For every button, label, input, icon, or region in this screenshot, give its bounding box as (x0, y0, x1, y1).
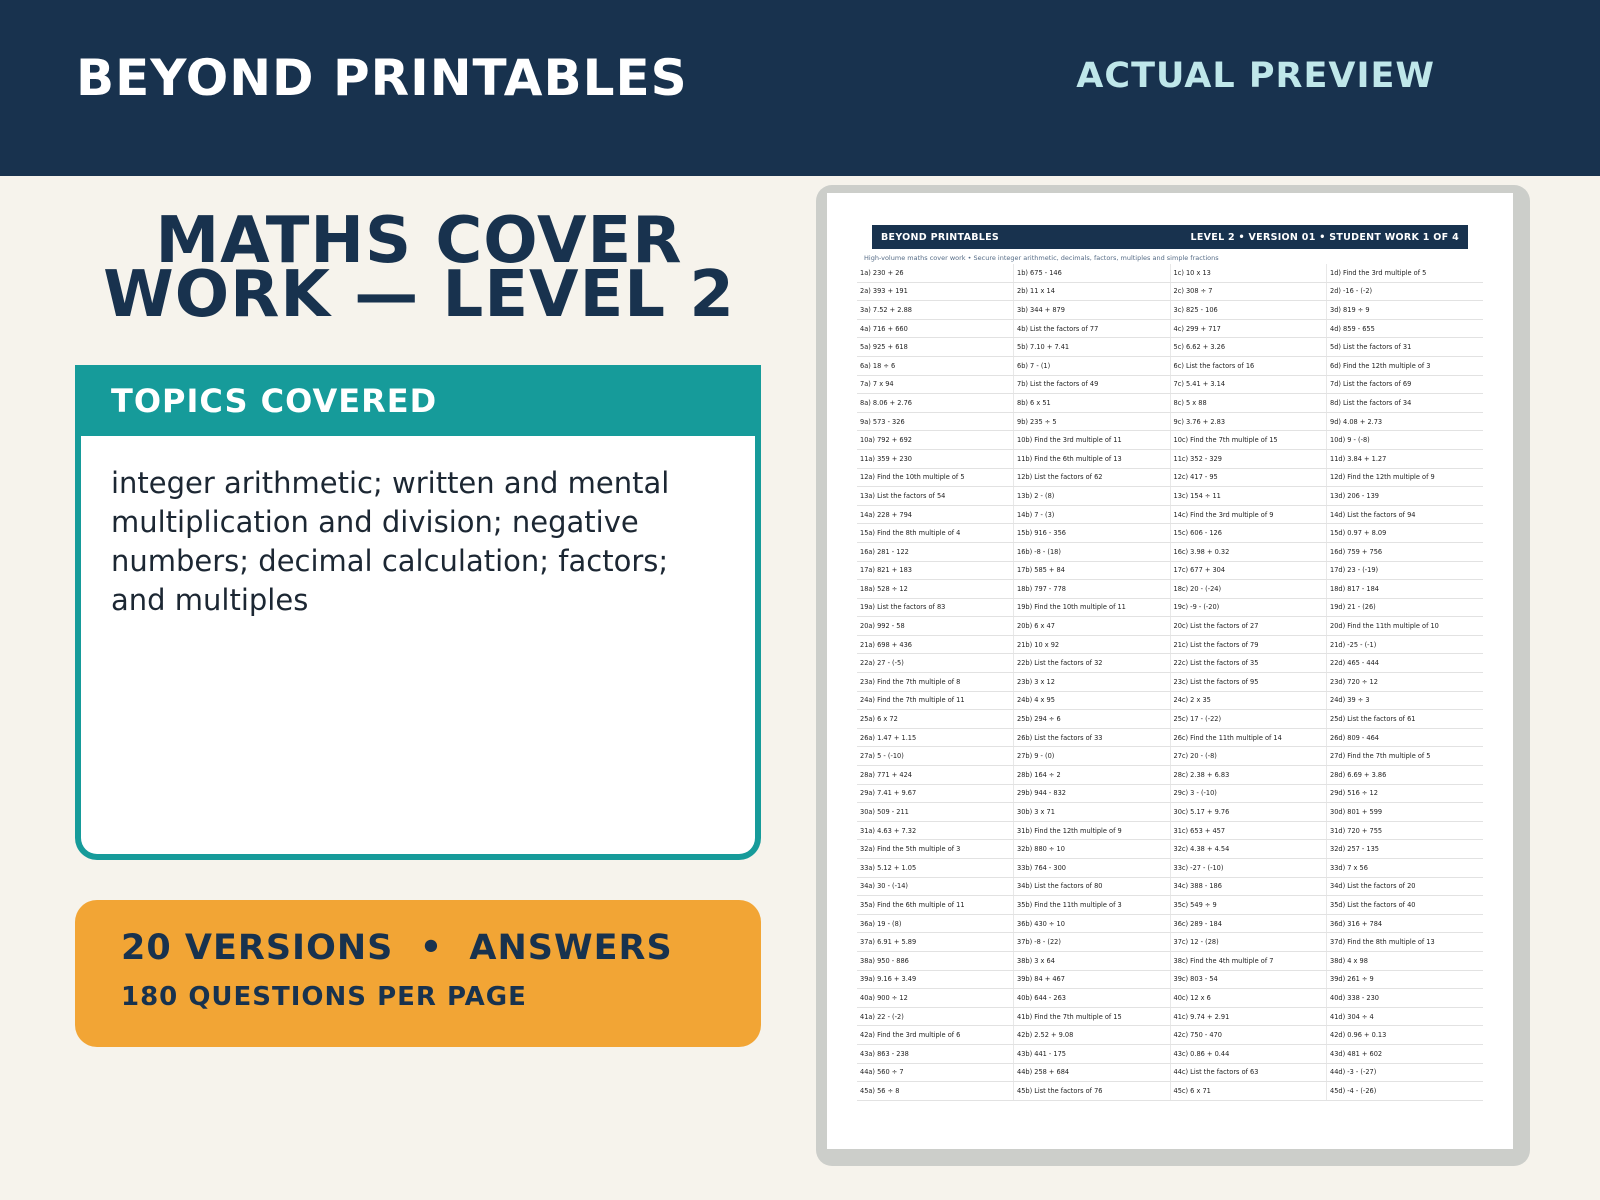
table-row (857, 301, 1483, 320)
question-cell: 13c) 154 ÷ 11 (1170, 487, 1327, 506)
table-row (857, 784, 1483, 803)
question-cell: 17a) 821 + 183 (857, 561, 1014, 580)
question-cell: 7a) 7 x 94 (857, 375, 1014, 394)
question-cell: 23a) Find the 7th multiple of 8 (857, 673, 1014, 692)
question-cell: 3a) 7.52 + 2.88 (857, 301, 1014, 320)
question-cell: 17d) 23 - (-19) (1327, 561, 1484, 580)
question-cell: 18d) 817 - 184 (1327, 580, 1484, 599)
question-cell: 27b) 9 - (0) (1014, 747, 1171, 766)
question-cell: 31d) 720 + 755 (1327, 821, 1484, 840)
question-cell: 43a) 863 - 238 (857, 1044, 1014, 1063)
question-cell: 34a) 30 - (-14) (857, 877, 1014, 896)
question-cell: 27c) 20 - (-8) (1170, 747, 1327, 766)
question-cell: 42c) 750 - 470 (1170, 1026, 1327, 1045)
question-cell: 5c) 6.62 + 3.26 (1170, 338, 1327, 357)
question-cell: 43b) 441 - 175 (1014, 1044, 1171, 1063)
question-cell: 8a) 8.06 + 2.76 (857, 394, 1014, 413)
question-cell: 1d) Find the 3rd multiple of 5 (1327, 264, 1484, 282)
question-cell: 17b) 585 + 84 (1014, 561, 1171, 580)
question-cell: 26c) Find the 11th multiple of 14 (1170, 728, 1327, 747)
question-cell: 5a) 925 + 618 (857, 338, 1014, 357)
question-cell: 1b) 675 - 146 (1014, 264, 1171, 282)
question-cell: 33c) -27 - (-10) (1170, 859, 1327, 878)
question-cell: 14d) List the factors of 94 (1327, 505, 1484, 524)
question-cell: 42b) 2.52 + 9.08 (1014, 1026, 1171, 1045)
question-cell: 28d) 6.69 + 3.86 (1327, 766, 1484, 785)
question-cell: 40d) 338 - 230 (1327, 989, 1484, 1008)
worksheet-subtitle: High-volume maths cover work • Secure integer arithmetic, decimals, factors, multiples and simple fractions (864, 254, 1219, 262)
table-row (857, 1082, 1483, 1101)
table-row (857, 580, 1483, 599)
question-cell: 32d) 257 - 135 (1327, 840, 1484, 859)
question-cell: 15c) 606 - 126 (1170, 524, 1327, 543)
question-cell: 13d) 206 - 139 (1327, 487, 1484, 506)
question-cell: 16d) 759 + 756 (1327, 542, 1484, 561)
question-cell: 26d) 809 - 464 (1327, 728, 1484, 747)
question-cell: 40a) 900 ÷ 12 (857, 989, 1014, 1008)
question-cell: 9b) 235 ÷ 5 (1014, 412, 1171, 431)
question-cell: 19a) List the factors of 83 (857, 598, 1014, 617)
page-title: MATHS COVER WORK — LEVEL 2 (103, 204, 735, 332)
question-cell: 19b) Find the 10th multiple of 11 (1014, 598, 1171, 617)
table-row (857, 617, 1483, 636)
question-cell: 31b) Find the 12th multiple of 9 (1014, 821, 1171, 840)
question-cell: 4d) 859 - 655 (1327, 319, 1484, 338)
table-row (857, 803, 1483, 822)
question-cell: 16b) -8 - (18) (1014, 542, 1171, 561)
question-cell: 41c) 9.74 + 2.91 (1170, 1007, 1327, 1026)
question-cell: 40c) 12 x 6 (1170, 989, 1327, 1008)
table-row (857, 914, 1483, 933)
question-cell: 33d) 7 x 56 (1327, 859, 1484, 878)
question-cell: 11c) 352 - 329 (1170, 449, 1327, 468)
question-cell: 39c) 803 - 54 (1170, 970, 1327, 989)
question-cell: 23b) 3 x 12 (1014, 673, 1171, 692)
question-cell: 25c) 17 - (-22) (1170, 710, 1327, 729)
question-cell: 11a) 359 + 230 (857, 449, 1014, 468)
question-cell: 38b) 3 x 64 (1014, 951, 1171, 970)
question-cell: 37d) Find the 8th multiple of 13 (1327, 933, 1484, 952)
question-cell: 27a) 5 - (-10) (857, 747, 1014, 766)
table-row (857, 859, 1483, 878)
question-cell: 27d) Find the 7th multiple of 5 (1327, 747, 1484, 766)
question-cell: 35d) List the factors of 40 (1327, 896, 1484, 915)
table-row (857, 282, 1483, 301)
question-cell: 16a) 281 - 122 (857, 542, 1014, 561)
question-cell: 19c) -9 - (-20) (1170, 598, 1327, 617)
question-cell: 17c) 677 + 304 (1170, 561, 1327, 580)
table-row (857, 561, 1483, 580)
table-row (857, 728, 1483, 747)
question-cell: 7c) 5.41 + 3.14 (1170, 375, 1327, 394)
table-row (857, 933, 1483, 952)
worksheet-brand: BEYOND PRINTABLES (881, 231, 1000, 243)
question-cell: 35a) Find the 6th multiple of 11 (857, 896, 1014, 915)
table-row (857, 338, 1483, 357)
question-cell: 41a) 22 - (-2) (857, 1007, 1014, 1026)
question-cell: 4c) 299 + 717 (1170, 319, 1327, 338)
question-cell: 21d) -25 - (-1) (1327, 635, 1484, 654)
question-cell: 30a) 509 - 211 (857, 803, 1014, 822)
table-row (857, 412, 1483, 431)
question-cell: 6b) 7 - (1) (1014, 356, 1171, 375)
question-cell: 29c) 3 - (-10) (1170, 784, 1327, 803)
question-cell: 3b) 344 + 879 (1014, 301, 1171, 320)
question-cell: 10a) 792 + 692 (857, 431, 1014, 450)
question-cell: 22d) 465 - 444 (1327, 654, 1484, 673)
topics-heading: TOPICS COVERED (75, 365, 761, 436)
table-row (857, 319, 1483, 338)
question-cell: 20c) List the factors of 27 (1170, 617, 1327, 636)
question-cell: 21b) 10 x 92 (1014, 635, 1171, 654)
question-cell: 18b) 797 - 778 (1014, 580, 1171, 599)
table-row (857, 542, 1483, 561)
table-row (857, 710, 1483, 729)
question-cell: 28b) 164 ÷ 2 (1014, 766, 1171, 785)
question-cell: 13a) List the factors of 54 (857, 487, 1014, 506)
question-cell: 38a) 950 - 886 (857, 951, 1014, 970)
table-row (857, 1007, 1483, 1026)
question-cell: 20b) 6 x 47 (1014, 617, 1171, 636)
question-cell: 43c) 0.86 + 0.44 (1170, 1044, 1327, 1063)
question-cell: 42a) Find the 3rd multiple of 6 (857, 1026, 1014, 1045)
question-table (857, 264, 1483, 1101)
question-cell: 23c) List the factors of 95 (1170, 673, 1327, 692)
question-cell: 34d) List the factors of 20 (1327, 877, 1484, 896)
question-cell: 7b) List the factors of 49 (1014, 375, 1171, 394)
question-cell: 9a) 573 - 326 (857, 412, 1014, 431)
question-cell: 25d) List the factors of 61 (1327, 710, 1484, 729)
question-cell: 13b) 2 - (8) (1014, 487, 1171, 506)
question-cell: 29b) 944 - 832 (1014, 784, 1171, 803)
question-cell: 45b) List the factors of 76 (1014, 1082, 1171, 1101)
table-row (857, 264, 1483, 282)
question-cell: 41b) Find the 7th multiple of 15 (1014, 1007, 1171, 1026)
question-cell: 3c) 825 - 106 (1170, 301, 1327, 320)
question-cell: 44d) -3 - (-27) (1327, 1063, 1484, 1082)
question-cell: 34b) List the factors of 80 (1014, 877, 1171, 896)
question-cell: 12c) 417 - 95 (1170, 468, 1327, 487)
question-cell: 26b) List the factors of 33 (1014, 728, 1171, 747)
question-cell: 41d) 304 ÷ 4 (1327, 1007, 1484, 1026)
question-cell: 37b) -8 - (22) (1014, 933, 1171, 952)
question-cell: 26a) 1.47 + 1.15 (857, 728, 1014, 747)
question-cell: 36a) 19 - (8) (857, 914, 1014, 933)
versions-badge (75, 900, 761, 1047)
question-cell: 36d) 316 + 784 (1327, 914, 1484, 933)
table-row (857, 468, 1483, 487)
question-cell: 14b) 7 - (3) (1014, 505, 1171, 524)
question-cell: 40b) 644 - 263 (1014, 989, 1171, 1008)
question-cell: 45d) -4 - (-26) (1327, 1082, 1484, 1101)
question-cell: 42d) 0.96 + 0.13 (1327, 1026, 1484, 1045)
question-cell: 30b) 3 x 71 (1014, 803, 1171, 822)
topics-description: integer arithmetic; written and mental multiplication and division; negative numbers; decimal calculation; factors; and multiples (111, 466, 670, 617)
question-cell: 33b) 764 - 300 (1014, 859, 1171, 878)
question-cell: 34c) 388 - 186 (1170, 877, 1327, 896)
table-row (857, 487, 1483, 506)
question-cell: 4b) List the factors of 77 (1014, 319, 1171, 338)
question-cell: 24a) Find the 7th multiple of 11 (857, 691, 1014, 710)
brand-title: BEYOND PRINTABLES (76, 49, 688, 107)
questions-per-page-label: 180 QUESTIONS PER PAGE (121, 982, 527, 1012)
question-cell: 15d) 0.97 + 8.09 (1327, 524, 1484, 543)
table-row (857, 505, 1483, 524)
question-cell: 29a) 7.41 + 9.67 (857, 784, 1014, 803)
question-cell: 11b) Find the 6th multiple of 13 (1014, 449, 1171, 468)
question-cell: 29d) 516 ÷ 12 (1327, 784, 1484, 803)
table-row (857, 1044, 1483, 1063)
topics-card (75, 365, 761, 860)
question-cell: 20d) Find the 11th multiple of 10 (1327, 617, 1484, 636)
top-banner (0, 0, 1600, 176)
table-row (857, 431, 1483, 450)
question-cell: 12d) Find the 12th multiple of 9 (1327, 468, 1484, 487)
question-cell: 32a) Find the 5th multiple of 3 (857, 840, 1014, 859)
question-cell: 35b) Find the 11th multiple of 3 (1014, 896, 1171, 915)
question-cell: 21a) 698 + 436 (857, 635, 1014, 654)
question-cell: 10c) Find the 7th multiple of 15 (1170, 431, 1327, 450)
actual-preview-label: ACTUAL PREVIEW (1076, 56, 1435, 96)
table-row (857, 951, 1483, 970)
question-cell: 25a) 6 x 72 (857, 710, 1014, 729)
question-cell: 33a) 5.12 + 1.05 (857, 859, 1014, 878)
versions-answers-label: 20 VERSIONS • ANSWERS (121, 928, 673, 968)
table-row (857, 1063, 1483, 1082)
question-cell: 7d) List the factors of 69 (1327, 375, 1484, 394)
question-cell: 3d) 819 ÷ 9 (1327, 301, 1484, 320)
question-cell: 2d) -16 - (-2) (1327, 282, 1484, 301)
question-cell: 30d) 801 + 599 (1327, 803, 1484, 822)
question-cell: 12a) Find the 10th multiple of 5 (857, 468, 1014, 487)
table-row (857, 766, 1483, 785)
question-cell: 43d) 481 + 602 (1327, 1044, 1484, 1063)
table-row (857, 747, 1483, 766)
question-cell: 24d) 39 ÷ 3 (1327, 691, 1484, 710)
question-cell: 21c) List the factors of 79 (1170, 635, 1327, 654)
question-cell: 37c) 12 - (28) (1170, 933, 1327, 952)
worksheet-meta: LEVEL 2 • VERSION 01 • STUDENT WORK 1 OF 4 (1190, 231, 1459, 243)
question-cell: 8b) 6 x 51 (1014, 394, 1171, 413)
question-cell: 38c) Find the 4th multiple of 7 (1170, 951, 1327, 970)
question-cell: 25b) 294 ÷ 6 (1014, 710, 1171, 729)
question-cell: 35c) 549 ÷ 9 (1170, 896, 1327, 915)
question-cell: 24c) 2 x 35 (1170, 691, 1327, 710)
question-cell: 22a) 27 - (-5) (857, 654, 1014, 673)
question-cell: 36c) 289 - 184 (1170, 914, 1327, 933)
question-cell: 30c) 5.17 + 9.76 (1170, 803, 1327, 822)
question-cell: 37a) 6.91 + 5.89 (857, 933, 1014, 952)
question-cell: 6d) Find the 12th multiple of 3 (1327, 356, 1484, 375)
question-cell: 9c) 3.76 + 2.83 (1170, 412, 1327, 431)
question-cell: 44a) 560 ÷ 7 (857, 1063, 1014, 1082)
question-cell: 10b) Find the 3rd multiple of 11 (1014, 431, 1171, 450)
question-cell: 44b) 258 + 684 (1014, 1063, 1171, 1082)
question-cell: 6a) 18 ÷ 6 (857, 356, 1014, 375)
question-cell: 39d) 261 ÷ 9 (1327, 970, 1484, 989)
question-cell: 38d) 4 x 98 (1327, 951, 1484, 970)
question-cell: 32b) 880 ÷ 10 (1014, 840, 1171, 859)
question-cell: 39a) 9.16 + 3.49 (857, 970, 1014, 989)
question-cell: 6c) List the factors of 16 (1170, 356, 1327, 375)
question-cell: 10d) 9 - (-8) (1327, 431, 1484, 450)
question-cell: 1a) 230 + 26 (857, 264, 1014, 282)
question-cell: 22c) List the factors of 35 (1170, 654, 1327, 673)
question-cell: 36b) 430 ÷ 10 (1014, 914, 1171, 933)
table-row (857, 840, 1483, 859)
question-cell: 45c) 6 x 71 (1170, 1082, 1327, 1101)
table-row (857, 598, 1483, 617)
question-cell: 31a) 4.63 + 7.32 (857, 821, 1014, 840)
table-row (857, 449, 1483, 468)
table-row (857, 877, 1483, 896)
question-cell: 5d) List the factors of 31 (1327, 338, 1484, 357)
table-row (857, 1026, 1483, 1045)
question-cell: 11d) 3.84 + 1.27 (1327, 449, 1484, 468)
question-cell: 2b) 11 x 14 (1014, 282, 1171, 301)
question-cell: 2a) 393 + 191 (857, 282, 1014, 301)
question-cell: 2c) 308 ÷ 7 (1170, 282, 1327, 301)
question-cell: 9d) 4.08 + 2.73 (1327, 412, 1484, 431)
table-row (857, 356, 1483, 375)
table-row (857, 970, 1483, 989)
question-cell: 8d) List the factors of 34 (1327, 394, 1484, 413)
table-row (857, 375, 1483, 394)
question-cell: 18a) 528 ÷ 12 (857, 580, 1014, 599)
table-row (857, 394, 1483, 413)
table-row (857, 524, 1483, 543)
worksheet-page (827, 193, 1513, 1149)
question-cell: 31c) 653 + 457 (1170, 821, 1327, 840)
question-cell: 4a) 716 + 660 (857, 319, 1014, 338)
question-cell: 45a) 56 ÷ 8 (857, 1082, 1014, 1101)
question-cell: 22b) List the factors of 32 (1014, 654, 1171, 673)
question-cell: 18c) 20 - (-24) (1170, 580, 1327, 599)
table-row (857, 821, 1483, 840)
question-cell: 44c) List the factors of 63 (1170, 1063, 1327, 1082)
worksheet-banner (872, 225, 1468, 249)
worksheet-preview-frame (816, 185, 1530, 1166)
question-cell: 8c) 5 x 88 (1170, 394, 1327, 413)
question-cell: 32c) 4.38 + 4.54 (1170, 840, 1327, 859)
table-row (857, 673, 1483, 692)
question-cell: 16c) 3.98 + 0.32 (1170, 542, 1327, 561)
question-cell: 28a) 771 + 424 (857, 766, 1014, 785)
question-cell: 15a) Find the 8th multiple of 4 (857, 524, 1014, 543)
question-cell: 15b) 916 - 356 (1014, 524, 1171, 543)
question-cell: 14a) 228 + 794 (857, 505, 1014, 524)
question-cell: 14c) Find the 3rd multiple of 9 (1170, 505, 1327, 524)
question-cell: 28c) 2.38 + 6.83 (1170, 766, 1327, 785)
question-cell: 24b) 4 x 95 (1014, 691, 1171, 710)
table-row (857, 654, 1483, 673)
table-row (857, 691, 1483, 710)
table-row (857, 635, 1483, 654)
question-cell: 20a) 992 - 58 (857, 617, 1014, 636)
question-cell: 19d) 21 - (26) (1327, 598, 1484, 617)
question-cell: 12b) List the factors of 62 (1014, 468, 1171, 487)
question-cell: 23d) 720 ÷ 12 (1327, 673, 1484, 692)
question-cell: 39b) 84 + 467 (1014, 970, 1171, 989)
table-row (857, 896, 1483, 915)
question-cell: 5b) 7.10 + 7.41 (1014, 338, 1171, 357)
question-cell: 1c) 10 x 13 (1170, 264, 1327, 282)
table-row (857, 989, 1483, 1008)
